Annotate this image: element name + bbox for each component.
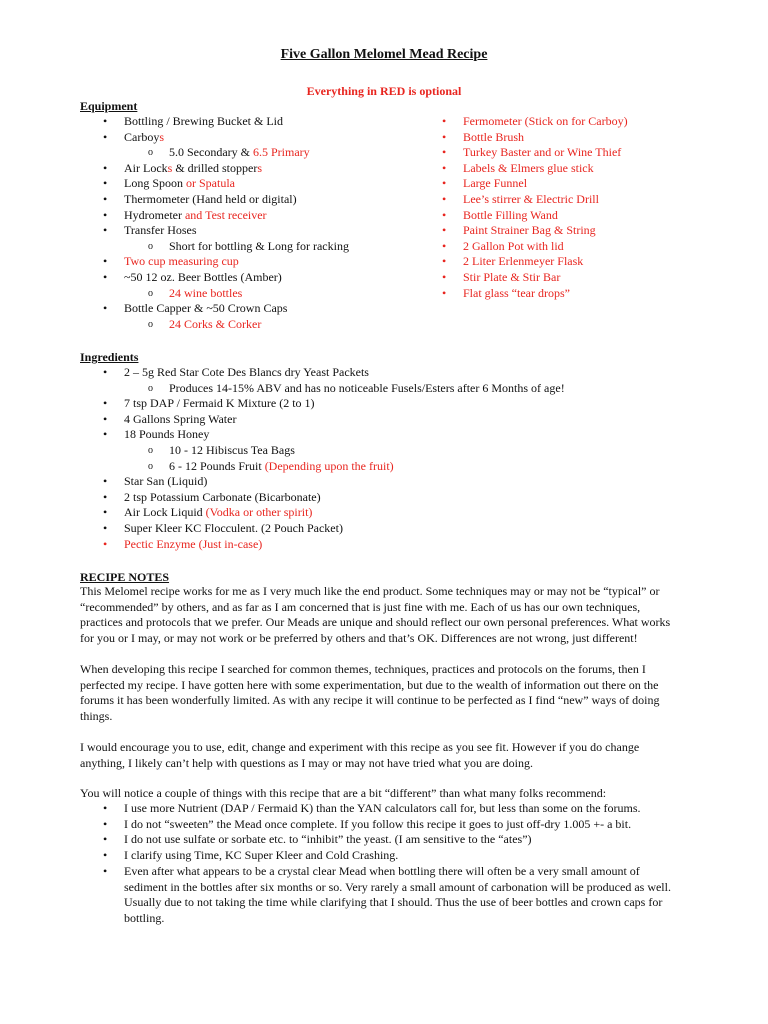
list-item-text: Paint Strainer Bag & String (463, 223, 596, 238)
list-item-text (124, 396, 315, 412)
equipment-heading: Equipment (80, 99, 138, 113)
circle-bullet-icon: o (148, 240, 153, 252)
list-item-text (169, 239, 349, 255)
optional-note: Everything in RED is optional (306, 84, 462, 98)
paragraph-line: perfected my recipe. I have gotten here with some experimentation, but due to the wealth of information out there on the (80, 677, 659, 692)
paragraph-line: anything, I likely can’t help with questions as I may or may not have tried what you are doing. (80, 755, 534, 770)
paragraph-line: When developing this recipe I searched for common themes, techniques, practices and protocols on the forums, then I (80, 662, 646, 676)
item-text: 2 tsp Potassium Carbonate (Bicarbonate) (124, 489, 321, 504)
item-text: 5.0 Secondary & (169, 145, 253, 160)
item-text: 6 - 12 Pounds Fruit (169, 458, 265, 473)
bullet-icon: • (103, 270, 108, 284)
list-item-text (124, 490, 321, 506)
bullet-icon: • (103, 474, 108, 489)
bullet-icon: • (103, 129, 108, 144)
bullet-icon: • (442, 176, 447, 191)
bullet-icon: • (442, 238, 447, 253)
list-item-text (124, 412, 236, 428)
list-item-text: I use more Nutrient (DAP / Fermaid K) than the YAN calculators call for, but less than some on the forums. (124, 801, 641, 815)
list-item-text: Bottle Brush (463, 129, 525, 144)
list-item-text (124, 130, 164, 146)
notes-paragraph-4 (80, 786, 700, 802)
bullet-icon: • (103, 192, 108, 206)
bullet-icon: • (103, 489, 108, 504)
item-text: ~50 12 oz. Beer Bottles (Amber) (124, 270, 282, 284)
notes-paragraph-1 (80, 584, 700, 646)
bullet-icon: • (442, 114, 447, 128)
bullet-icon: • (103, 176, 108, 191)
bullet-icon: • (103, 801, 108, 815)
bullet-icon: • (442, 160, 447, 175)
list-item-text (124, 161, 262, 177)
bullet-icon: • (103, 427, 108, 442)
optional-text: (Vodka or other spirit) (205, 505, 313, 520)
optional-text: s (167, 160, 173, 175)
list-item-text (169, 145, 310, 161)
item-text: Transfer Hoses (124, 223, 197, 238)
bullet-icon: • (442, 207, 447, 222)
item-text: 4 Gallons Spring Water (124, 411, 237, 426)
bullet-icon: • (103, 396, 108, 411)
bullet-icon: • (103, 207, 108, 222)
bullet-icon: • (103, 223, 108, 238)
bullet-icon: • (442, 285, 447, 300)
list-item-text: Labels & Elmers glue stick (463, 160, 594, 175)
list-item-text (169, 286, 242, 302)
list-item-text: Bottle Filling Wand (463, 207, 558, 222)
bullet-icon: • (442, 192, 447, 206)
bullet-icon: • (103, 536, 108, 551)
item-text: Bottle Capper & ~50 Crown Caps (124, 301, 288, 316)
notes-paragraph-3 (80, 740, 700, 771)
paragraph-line: forums it has been wonderfully limited. As with any recipe it will continue to be perfected as I find “new” ways of doing (80, 693, 660, 708)
paragraph-line: “recommended” by others, and as far as I am concerned that is just fine with me. Each of us has our own techniques, (80, 599, 641, 614)
bullet-icon: • (103, 521, 108, 535)
paragraph-line: This Melomel recipe works for me as I very much like the end product. Some techniques may or may not be “typical” or (80, 584, 660, 598)
paragraph-line: sediment in the bottles after six months or so. Very rarely a small amount of carbonation will be produced as well. (124, 879, 671, 894)
bullet-icon: • (103, 505, 108, 520)
list-item-text (169, 443, 295, 459)
bullet-icon: • (103, 160, 108, 175)
circle-bullet-icon: o (148, 147, 153, 159)
optional-text: and Test receiver (184, 207, 267, 222)
bullet-icon: • (442, 254, 447, 269)
list-item-text (124, 301, 287, 317)
item-text: Air Lock Liquid (124, 505, 206, 520)
list-item-text (169, 317, 261, 333)
recipe-notes-heading: RECIPE NOTES (80, 570, 170, 584)
bullet-icon: • (103, 114, 108, 128)
paragraph-line: Even after what appears to be a crystal clear Mead when bottling there will often be a very small amount of (124, 864, 640, 878)
optional-text: 6.5 Primary (252, 145, 310, 160)
bullet-icon: • (103, 816, 108, 831)
bullet-icon: • (442, 129, 447, 144)
list-item-text (169, 381, 565, 397)
list-item-text: Large Funnel (463, 176, 528, 191)
bullet-icon: • (103, 301, 108, 316)
list-item-text (124, 427, 209, 443)
list-item-text (124, 192, 297, 208)
optional-text: Two cup measuring cup (124, 254, 239, 269)
item-text: Short for bottling & Long for racking (169, 238, 349, 253)
circle-bullet-icon: o (148, 460, 153, 472)
list-item-text: I do not “sweeten” the Mead once complete. If you follow this recipe it goes to just off-dry 1.005 +- a bit. (124, 816, 632, 831)
item-text: 7 tsp DAP / Fermaid K Mixture (2 to 1) (124, 396, 315, 411)
paragraph-line: practices and protocols that we prefer. Our Meads are unique and should reflect our own personal preferences. What works (80, 615, 671, 630)
optional-text: 24 wine bottles (169, 285, 243, 300)
bullet-icon: • (103, 864, 108, 878)
list-item-text: Flat glass “tear drops” (463, 285, 570, 300)
list-item-text: Fermometer (Stick on for Carboy) (463, 114, 628, 128)
circle-bullet-icon: o (148, 287, 153, 299)
circle-bullet-icon: o (148, 318, 153, 330)
list-item-text: I clarify using Time, KC Super Kleer and Cold Crashing. (124, 847, 399, 862)
list-item-text (124, 254, 239, 270)
optional-text: s (159, 129, 164, 144)
bullet-icon: • (103, 847, 108, 862)
list-item-text (124, 223, 197, 239)
bullet-icon: • (103, 832, 108, 847)
paragraph-line: bottling. (124, 910, 165, 925)
document-title: Five Gallon Melomel Mead Recipe (280, 47, 488, 62)
list-item-text (124, 270, 282, 286)
item-text: 18 Pounds Honey (124, 427, 210, 442)
list-item-text: Turkey Baster and or Wine Thief (463, 145, 622, 160)
optional-text: Pectic Enzyme (Just in-case) (124, 536, 263, 551)
list-item-text (124, 208, 267, 224)
list-item-text (124, 114, 283, 130)
list-item-text: I do not use sulfate or sorbate etc. to “inhibit” the yeast. (I am sensitive to the “ates”) (124, 832, 532, 847)
paragraph-line: for you or I may, or may not work or be preferred by others and that’s OK. Differences are not wrong, just different! (80, 630, 638, 645)
list-item-text: 2 Gallon Pot with lid (463, 238, 564, 253)
optional-text: s (257, 160, 262, 175)
item-text: Thermometer (Hand held or digital) (124, 192, 297, 206)
notes-paragraph-2 (80, 662, 700, 724)
ingredients-heading: Ingredients (80, 350, 139, 364)
paragraph-line: Usually due to not taking the time while clarifying that I should. Thus the use of beer bottles and crown caps for (124, 895, 663, 910)
list-item-text: Stir Plate & Stir Bar (463, 270, 561, 284)
bullet-icon: • (103, 254, 108, 269)
item-text: & drilled stopper (172, 160, 258, 175)
circle-bullet-icon: o (148, 382, 153, 394)
item-text: Air Lock (124, 160, 168, 175)
item-text: Long Spoon (124, 176, 187, 191)
bullet-icon: • (442, 270, 447, 284)
list-item-text: 2 Liter Erlenmeyer Flask (463, 254, 584, 269)
list-item-text (169, 459, 394, 475)
bullet-icon: • (442, 145, 447, 160)
list-item-text (124, 505, 312, 521)
optional-text: or Spatula (186, 176, 236, 191)
item-text: 2 – 5g Red Star Cote Des Blancs dry Yeast Packets (124, 365, 369, 379)
list-item-text (124, 176, 235, 192)
paragraph-line: You will notice a couple of things with this recipe that are a bit “different” than what many folks recommend: (80, 786, 607, 800)
list-item-text: Lee’s stirrer & Electric Drill (463, 192, 599, 206)
circle-bullet-icon: o (148, 445, 153, 456)
list-item-text (124, 365, 369, 381)
bullet-icon: • (103, 365, 108, 379)
list-item-text (124, 474, 207, 490)
list-item-text (124, 864, 671, 926)
item-text: Produces 14-15% ABV and has no noticeable Fusels/Esters after 6 Months of age! (169, 380, 565, 395)
item-text: Star San (Liquid) (124, 474, 208, 489)
bullet-icon: • (103, 411, 108, 426)
item-text: 10 - 12 Hibiscus Tea Bags (169, 443, 295, 457)
paragraph-line: things. (80, 708, 113, 723)
bullet-icon: • (442, 223, 447, 238)
paragraph-line: I would encourage you to use, edit, change and experiment with this recipe as you see fit. However if you do change (80, 740, 640, 754)
optional-text: 24 Corks & Corker (169, 316, 262, 331)
list-item-text (124, 521, 343, 537)
list-item-text (124, 537, 262, 553)
item-text: Hydrometer (124, 207, 185, 222)
item-text: Bottling / Brewing Bucket & Lid (124, 114, 283, 128)
optional-text: (Depending upon the fruit) (264, 458, 394, 473)
item-text: Super Kleer KC Flocculent. (2 Pouch Packet) (124, 521, 343, 535)
item-text: Carboy (124, 129, 160, 144)
